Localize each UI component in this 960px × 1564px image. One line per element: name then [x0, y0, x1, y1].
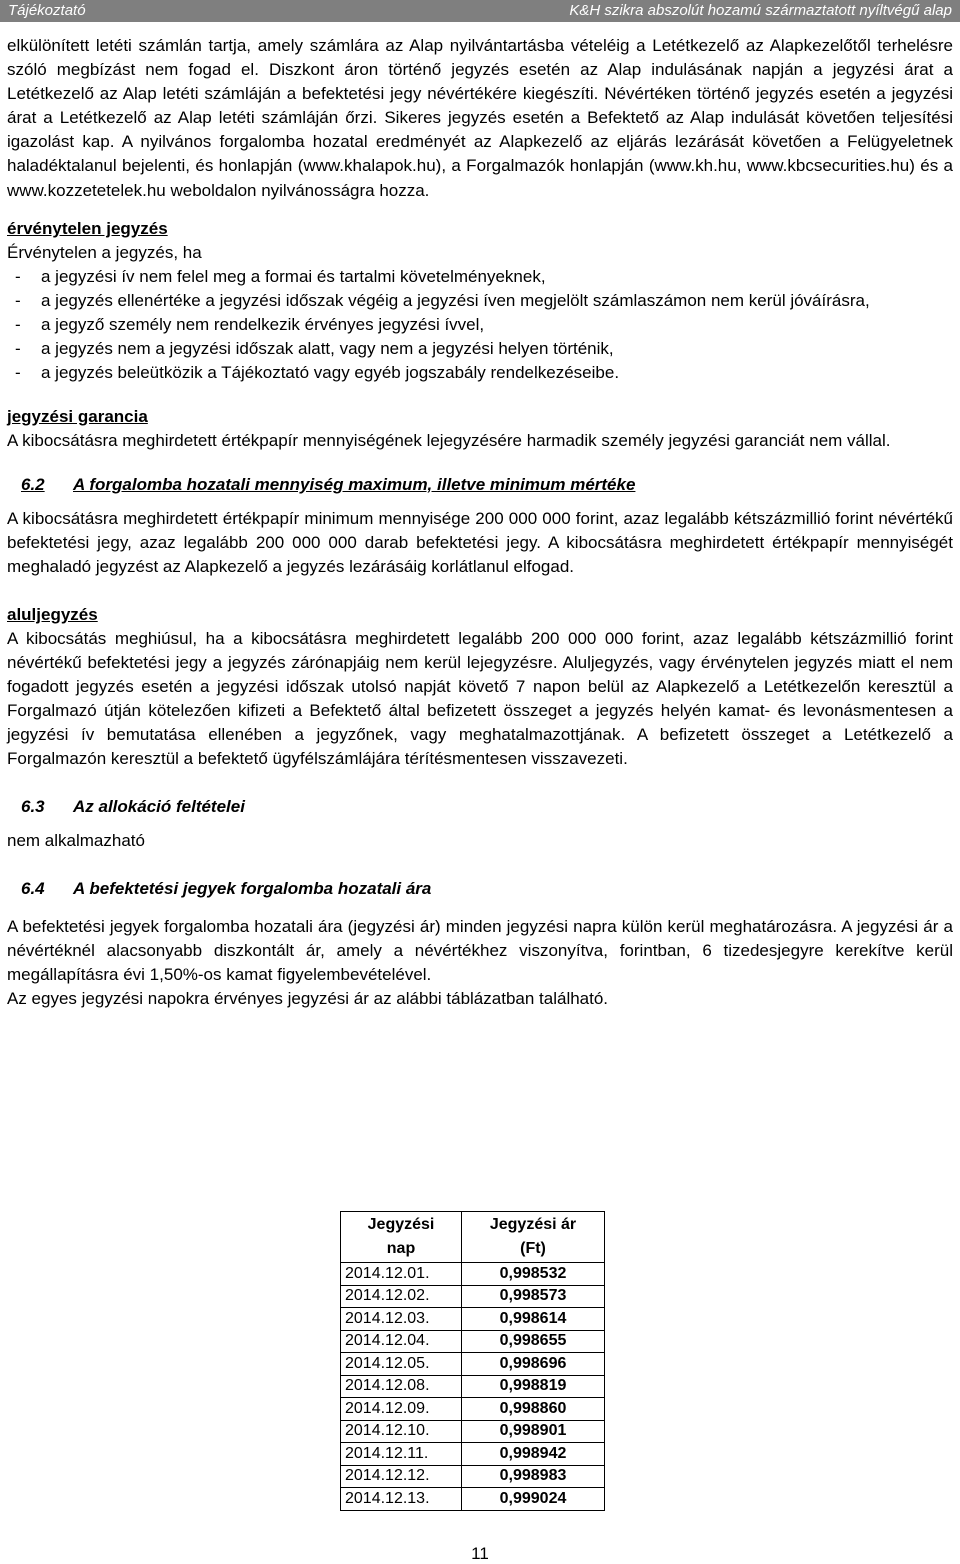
- table-row: [341, 1285, 605, 1308]
- table-row: [341, 1465, 605, 1488]
- section-title: A befektetési jegyek forgalomba hozatali ára: [73, 878, 432, 898]
- price-cell: 0,998532: [462, 1263, 605, 1286]
- date-cell: 2014.12.12.: [341, 1465, 462, 1488]
- price-cell: 0,998901: [462, 1420, 605, 1443]
- section-6-4-text: A befektetési jegyek forgalomba hozatali ára (jegyzési ár) minden jegyzési napra külön kerül meghatározásra. A jegyzési ár a névértéknél alacsonyabb diszkontált ár, amely a névértékhez viszonyítva, forintban, 6 tizedesjegyre kerekítve kerül megállapításra évi 1,50%-os kamat figyelembevételével.: [7, 916, 953, 984]
- page-header: [0, 0, 960, 22]
- section-6-2-heading: [7, 473, 953, 497]
- price-cell: 0,998573: [462, 1285, 605, 1308]
- table-row: [341, 1443, 605, 1466]
- price-cell: 0,999024: [462, 1488, 605, 1511]
- page-number: 11: [471, 1544, 489, 1563]
- section-number: 6.3: [21, 796, 45, 816]
- table-row: [341, 1420, 605, 1443]
- section-6-3-heading: [7, 795, 953, 819]
- table-row: [341, 1375, 605, 1398]
- date-cell: 2014.12.03.: [341, 1308, 462, 1331]
- date-cell: 2014.12.13.: [341, 1488, 462, 1511]
- document-body: [7, 34, 953, 1011]
- price-cell: 0,998860: [462, 1398, 605, 1421]
- price-cell: 0,998819: [462, 1375, 605, 1398]
- underscription-heading: aluljegyzés: [7, 604, 98, 624]
- date-cell: 2014.12.09.: [341, 1398, 462, 1421]
- list-item: - a jegyzés ellenértéke a jegyzési időszak végéig a jegyzési íven megjelölt számlaszámon nem kerül jóváírásra,: [7, 289, 953, 313]
- list-item: - a jegyzés beleütközik a Tájékoztató vagy egyéb jogszabály rendelkezéseibe.: [7, 361, 953, 385]
- table-row: [341, 1398, 605, 1421]
- date-cell: 2014.12.02.: [341, 1285, 462, 1308]
- table-header-row: [341, 1212, 605, 1263]
- section-6-4-heading: [7, 877, 953, 901]
- price-cell: 0,998655: [462, 1330, 605, 1353]
- header-title-right: K&H szikra abszolút hozamú származtatott nyíltvégű alap: [569, 2, 952, 19]
- section-6-2-text: A kibocsátásra meghirdetett értékpapír minimum mennyisége 200 000 000 forint, azaz legalább kétszázmillió forint névértékű befektetési jegy, azaz legalább 200 000 000 darab befektetési jegy. A kibocsátásra meghirdetett értékpapír mennyiségét meghaladó jegyzést az Alapkezelő a jegyzés lezárásáig korlátlanul elfogad.: [7, 508, 953, 576]
- table-row: [341, 1263, 605, 1286]
- table-row: [341, 1488, 605, 1511]
- date-cell: 2014.12.11.: [341, 1443, 462, 1466]
- date-cell: 2014.12.08.: [341, 1375, 462, 1398]
- price-cell: 0,998614: [462, 1308, 605, 1331]
- date-cell: 2014.12.05.: [341, 1353, 462, 1376]
- intro-paragraph: elkülönített letéti számlán tartja, amely számlára az Alap nyilvántartásba vételéig a Letétkezelő az Alapkezelőtől terhelésre szóló megbízást nem fogad el. Diszkont áron történő jegyzés esetén az Alap indulásának napján a jegyzési árat a Letétkezelő az Alap letéti számláján a befektetési jegy névértékére kiegészíti. Névértéken történő jegyzés esetén a jegyzési árat a Letétkezelő az Alap letéti számláján őrzi. Sikeres jegyzés esetén a Befektető az Alap indulását követően teljesítési igazolást kap. A nyilvános forgalomba hozatal eredményét az Alapkezelő az eljárás lezárását követően a Felügyeletnek haladéktalanul bejelenti, és honlapján (www.khalapok.hu), a Forgalmazók honlapján (www.kh.hu, www.kbcsecurities.hu) és a www.kozzetetelek.hu weboldalon nyilvánosságra hozza.: [7, 36, 953, 200]
- section-6-3-text: nem alkalmazható: [7, 830, 145, 850]
- guarantee-text: A kibocsátásra meghirdetett értékpapír mennyiségének lejegyzésére harmadik személy jegyzési garanciát nem vállal.: [7, 430, 891, 450]
- table-row: [341, 1353, 605, 1376]
- list-item: - a jegyzési ív nem felel meg a formai és tartalmi követelményeknek,: [7, 265, 953, 289]
- invalid-subscription-heading: érvénytelen jegyzés: [7, 218, 168, 238]
- section-number: 6.2: [21, 474, 45, 494]
- invalid-lead: Érvénytelen a jegyzés, ha: [7, 242, 202, 262]
- list-item: - a jegyzés nem a jegyzési időszak alatt, vagy nem a jegyzési helyen történik,: [7, 337, 953, 361]
- subscription-price-table: [340, 1211, 605, 1511]
- price-cell: 0,998942: [462, 1443, 605, 1466]
- list-item: - a jegyző személy nem rendelkezik érvényes jegyzési ívvel,: [7, 313, 953, 337]
- section-title: Az allokáció feltételei: [73, 796, 245, 816]
- underscription-text: A kibocsátás meghiúsul, ha a kibocsátásra meghirdetett legalább 200 000 000 forint, azaz legalább kétszázmillió forint névértékű befektetési jegy a jegyzés zárónapjáig nem kerül lejegyzésre. Aluljegyzés, vagy érvénytelen jegyzés miatt el nem fogadott jegyzés esetén a jegyzési időszak utolsó napját követő 7 napon belül az Alapkezelő a Letétkezelőn keresztül a Forgalmazó útján kötelezően kifizeti a Befektető által befizetett összeget a jegyzés helyén kamat- és levonásmentesen a jegyzési ív bemutatása ellenében a jegyzőnek, vagy meghatalmazottjának. A befizetett összeget a Letétkezelő a Forgalmazón keresztül a befektető ügyfélszámlájára térítésmentesen visszavezeti.: [7, 628, 953, 768]
- column-header-date: Jegyzési nap: [341, 1212, 462, 1263]
- table-row: [341, 1308, 605, 1331]
- section-number: 6.4: [21, 878, 45, 898]
- price-cell: 0,998696: [462, 1353, 605, 1376]
- date-cell: 2014.12.01.: [341, 1263, 462, 1286]
- section-6-4-table-intro: Az egyes jegyzési napokra érvényes jegyzési ár az alábbi táblázatban található.: [7, 988, 609, 1008]
- section-title: A forgalomba hozatali mennyiség maximum, illetve minimum mértéke: [73, 474, 636, 494]
- invalid-list: [7, 265, 953, 385]
- price-cell: 0,998983: [462, 1465, 605, 1488]
- column-header-price: Jegyzési ár (Ft): [462, 1212, 605, 1263]
- date-cell: 2014.12.10.: [341, 1420, 462, 1443]
- date-cell: 2014.12.04.: [341, 1330, 462, 1353]
- table-row: [341, 1330, 605, 1353]
- header-title-left: Tájékoztató: [8, 2, 86, 19]
- guarantee-heading: jegyzési garancia: [7, 406, 148, 426]
